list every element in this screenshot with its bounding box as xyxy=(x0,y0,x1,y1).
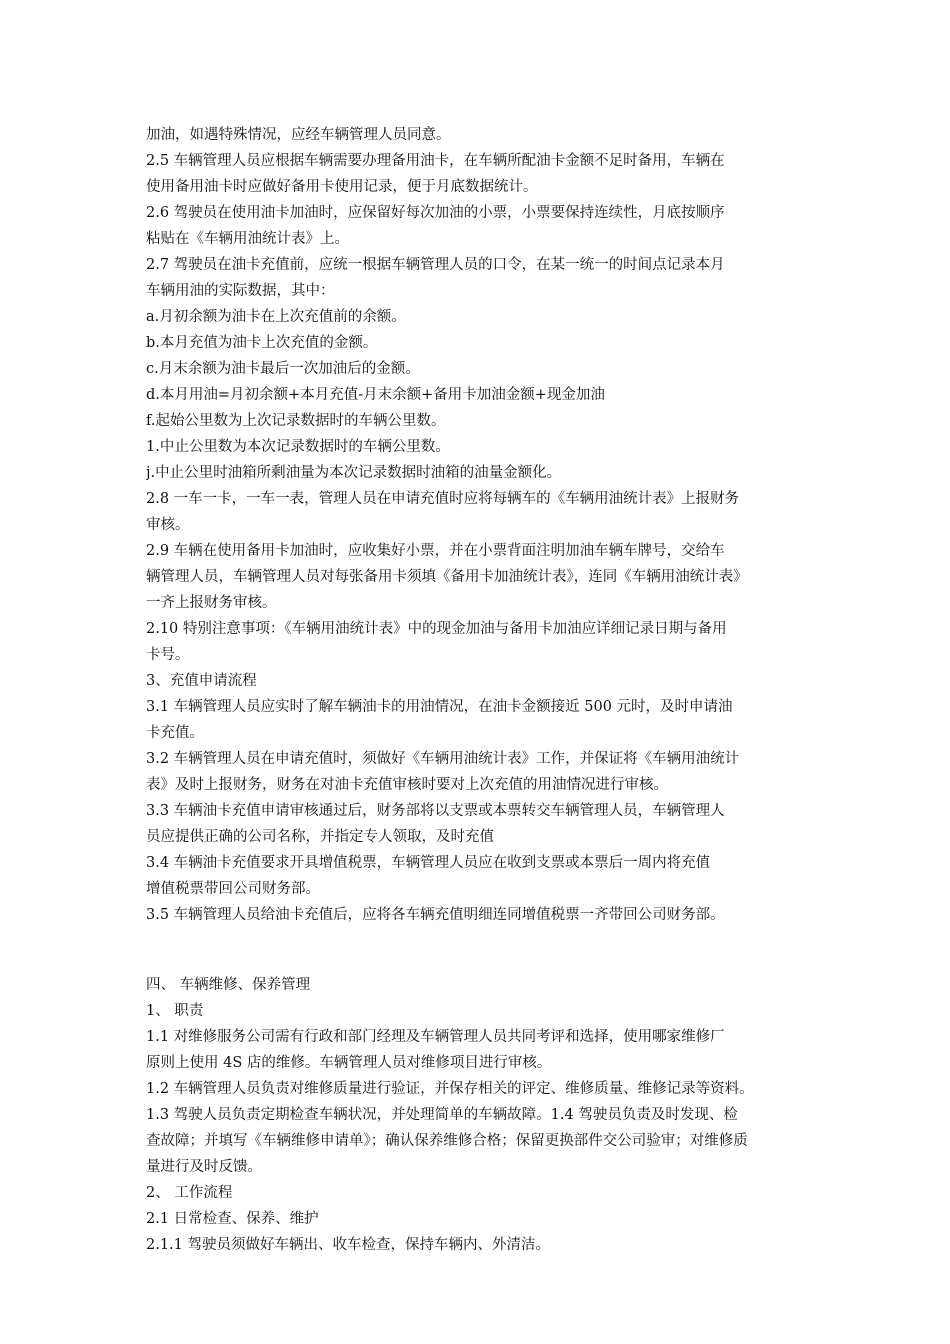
text-line: 一齐上报财务审核。 xyxy=(146,595,277,611)
text-line: 1.1 对维修服务公司需有行政和部门经理及车辆管理人员共同考评和选择，使用哪家维修厂 xyxy=(146,1029,725,1045)
text-line: b.本月充值为油卡上次充值的金额。 xyxy=(146,335,378,351)
text-line: 员应提供正确的公司名称，并指定专人领取，及时充值 xyxy=(146,829,494,845)
text-line: 2.5 车辆管理人员应根据车辆需要办理备用油卡，在车辆所配油卡金额不足时备用，车辆在 xyxy=(146,153,725,169)
text-line: 辆管理人员，车辆管理人员对每张备用卡须填《备用卡加油统计表》，连同《车辆用油统计表》 xyxy=(146,569,748,585)
text-line: 3.2 车辆管理人员在申请充值时，须做好《车辆用油统计表》工作，并保证将《车辆用油统计 xyxy=(146,751,740,767)
text-line: 卡充值。 xyxy=(146,725,204,741)
text-line: 加油，如遇特殊情况，应经车辆管理人员同意。 xyxy=(146,127,451,143)
text-line: 2.7 驾驶员在油卡充值前，应统一根据车辆管理人员的口令，在某一统一的时间点记录本月 xyxy=(146,257,725,273)
text-line: 2.6 驾驶员在使用油卡加油时，应保留好每次加油的小票，小票要保持连续性，月底按顺序 xyxy=(146,205,725,221)
text-line: 2.1.1 驾驶员须做好车辆出、收车检查，保持车辆内、外清洁。 xyxy=(146,1237,551,1253)
section-heading: 2、 工作流程 xyxy=(146,1185,233,1201)
text-line: 卡号。 xyxy=(146,647,190,663)
text-line: 审核。 xyxy=(146,517,190,533)
document-page xyxy=(146,122,826,1258)
section-fuel-card xyxy=(146,122,826,928)
section-heading: 3、充值申请流程 xyxy=(146,673,257,689)
text-line: 3.1 车辆管理人员应实时了解车辆油卡的用油情况，在油卡金额接近 500 元时，及时申请油 xyxy=(146,699,733,715)
chapter-heading: 四、 车辆维修、保养管理 xyxy=(146,977,311,993)
section-maintenance xyxy=(146,972,826,1258)
section-heading: 1、 职责 xyxy=(146,1003,204,1019)
text-line: 1.3 驾驶人员负责定期检查车辆状况，并处理简单的车辆故障。1.4 驾驶员负责及时发现、检 xyxy=(146,1107,738,1123)
text-line: 查故障；并填写《车辆维修申请单》；确认保养维修合格；保留更换部件交公司验审；对维修质 xyxy=(146,1133,748,1149)
text-line: 1.中止公里数为本次记录数据时的车辆公里数。 xyxy=(146,439,450,455)
text-line: j.中止公里时油箱所剩油量为本次记录数据时油箱的油量金额化。 xyxy=(146,465,562,481)
text-line: 3.3 车辆油卡充值申请审核通过后，财务部将以支票或本票转交车辆管理人员，车辆管理人 xyxy=(146,803,725,819)
text-line: 3.4 车辆油卡充值要求开具增值税票，车辆管理人员应在收到支票或本票后一周内将充值 xyxy=(146,855,711,871)
text-line: 车辆用油的实际数据，其中： xyxy=(146,283,335,299)
text-line: 粘贴在《车辆用油统计表》上。 xyxy=(146,231,349,247)
text-line: 3.5 车辆管理人员给油卡充值后，应将各车辆充值明细连同增值税票一齐带回公司财务部。 xyxy=(146,907,725,923)
text-line: 2.1 日常检查、保养、维护 xyxy=(146,1211,319,1227)
text-line: 2.8 一车一卡，一车一表，管理人员在申请充值时应将每辆车的《车辆用油统计表》上报财务 xyxy=(146,491,740,507)
text-line: 量进行及时反馈。 xyxy=(146,1159,262,1175)
text-line: a.月初余额为油卡在上次充值前的余额。 xyxy=(146,309,406,325)
text-line: f.起始公里数为上次记录数据时的车辆公里数。 xyxy=(146,413,446,429)
text-line: c.月末余额为油卡最后一次加油后的金额。 xyxy=(146,361,420,377)
text-line: 1.2 车辆管理人员负责对维修质量进行验证，并保存相关的评定、维修质量、维修记录等资料。 xyxy=(146,1081,754,1097)
text-line: 2.10 特别注意事项：《车辆用油统计表》中的现金加油与备用卡加油应详细记录日期与备用 xyxy=(146,621,727,637)
text-line: 表》及时上报财务，财务在对油卡充值审核时要对上次充值的用油情况进行审核。 xyxy=(146,777,668,793)
text-line: 增值税票带回公司财务部。 xyxy=(146,881,320,897)
paragraph-gap xyxy=(146,928,826,972)
text-line: d.本月用油=月初余额+本月充值-月末余额+备用卡加油金额+现金加油 xyxy=(146,387,605,403)
text-line: 2.9 车辆在使用备用卡加油时，应收集好小票，并在小票背面注明加油车辆车牌号，交给车 xyxy=(146,543,725,559)
text-line: 原则上使用 4S 店的维修。车辆管理人员对维修项目进行审核。 xyxy=(146,1055,552,1071)
text-line: 使用备用油卡时应做好备用卡使用记录，便于月底数据统计。 xyxy=(146,179,538,195)
